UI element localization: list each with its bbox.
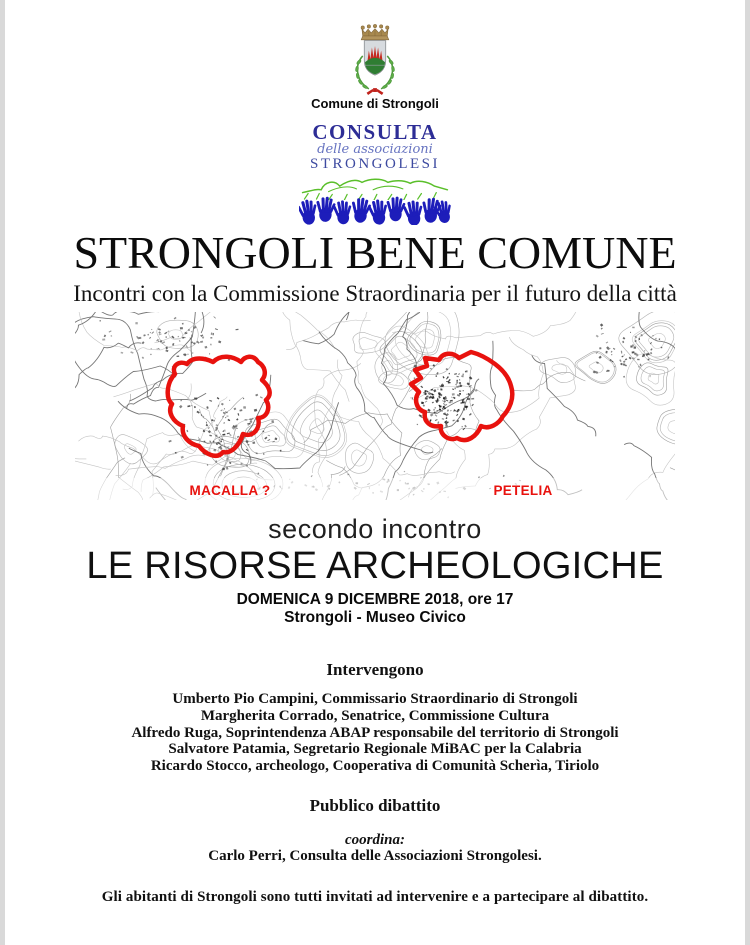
speakers-heading: Intervengono	[326, 660, 424, 679]
speaker-item: Umberto Pio Campini, Commissario Straordinario di Strongoli	[172, 691, 578, 707]
ribbon-icon	[367, 88, 384, 95]
municipality-name: Comune di Strongoli	[311, 96, 439, 111]
speaker-item: Alfredo Ruga, Soprintendenza ABAP responsabile del territorio di Strongoli	[131, 724, 619, 741]
speaker-item: Salvatore Patamia, Segretario Regionale MiBAC per la Calabria	[168, 741, 582, 758]
consulta-logo	[0, 122, 750, 225]
coordinator-name: Carlo Perri, Consulta delle Associazioni Strongolesi.	[208, 848, 542, 864]
meeting-location: Strongoli - Museo Civico	[284, 609, 466, 626]
poster-title: STRONGOLI BENE COMUNE	[73, 227, 677, 278]
consulta-logo-strongolesi: STRONGOLESI	[309, 156, 440, 172]
meeting-kicker: secondo incontro	[268, 514, 482, 544]
meeting-title: LE RISORSE ARCHEOLOGICHE	[86, 545, 664, 587]
petelia-label: PETELIA	[493, 483, 553, 498]
territory-map	[75, 312, 675, 500]
speaker-item: Margherita Corrado, Senatrice, Commissione Cultura	[200, 707, 550, 724]
map-label-band	[75, 478, 675, 500]
meeting-datetime: DOMENICA 9 DICEMBRE 2018, ore 17	[236, 591, 514, 608]
debate-heading: Pubblico dibattito	[309, 796, 441, 815]
shield-icon	[364, 41, 385, 76]
macalla-label: MACALLA ?	[189, 483, 271, 498]
speaker-item: Ricardo Stocco, archeologo, Cooperativa di Comunità Scherìa, Tiriolo	[150, 758, 600, 775]
consulta-logo-title: CONSULTA	[312, 120, 438, 144]
poster-subtitle: Incontri con la Commissione Straordinaria per il futuro della città	[73, 281, 677, 306]
speakers-list	[0, 691, 750, 775]
municipal-coat-of-arms-icon	[352, 22, 398, 96]
footer-invitation: Gli abitanti di Strongoli sono tutti invitati ad intervenire e a partecipare al dibattito.	[101, 889, 649, 905]
crown-icon	[361, 24, 389, 39]
coordina-label: coordina:	[345, 832, 405, 848]
consulta-logo-subtitle: delle associazioni	[317, 142, 433, 157]
